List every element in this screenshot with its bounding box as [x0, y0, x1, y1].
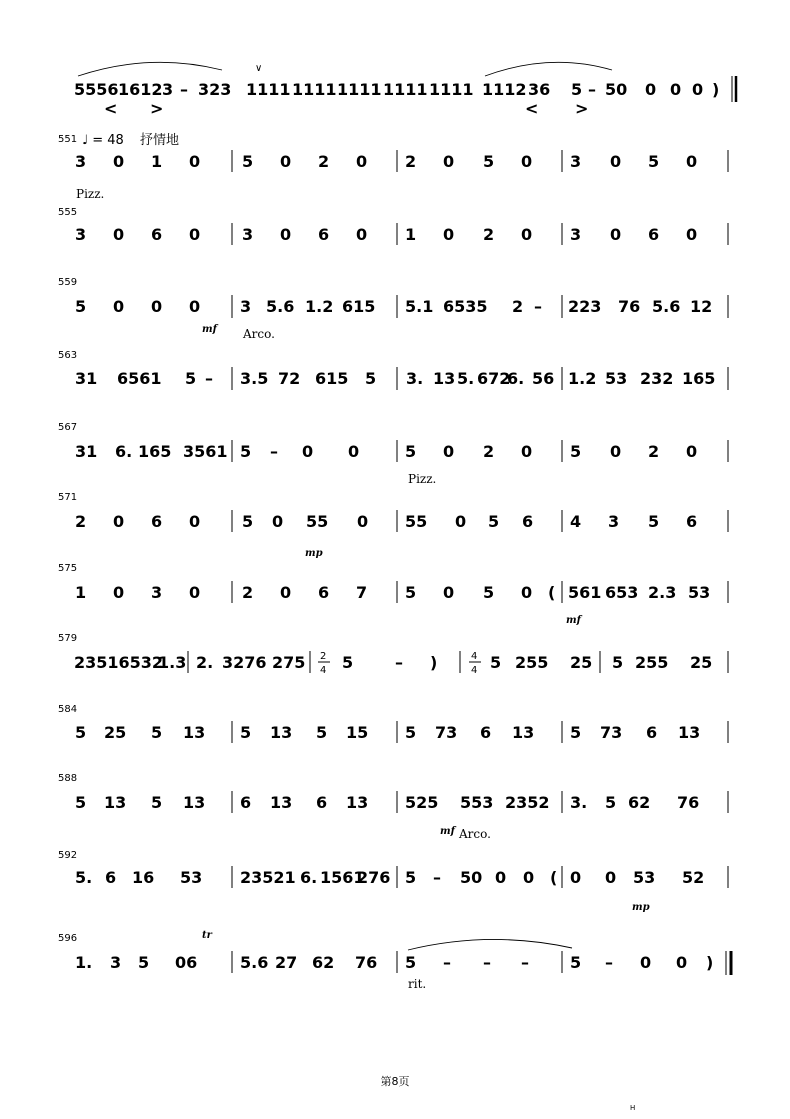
note-group: 13 [270, 793, 293, 812]
note-group: 13 [433, 369, 456, 388]
note-group: 31 [75, 369, 98, 388]
measure-number: 571 [58, 492, 78, 503]
rest: 0 [495, 868, 507, 887]
dash: – [433, 868, 441, 887]
dash: – [270, 442, 278, 461]
rest: 0 [523, 868, 535, 887]
note-group: 1561 [320, 868, 365, 887]
note: 0 [189, 297, 201, 316]
note: 2 [483, 225, 495, 244]
note-group: 323 [198, 80, 232, 99]
tempo-header [58, 132, 179, 148]
dash: – [483, 953, 491, 972]
note: 5 [242, 512, 254, 531]
note: 5 [570, 953, 582, 972]
note: 3 [75, 152, 87, 171]
note-group: 15 [346, 723, 369, 742]
note: 2 [318, 152, 330, 171]
time-signature-bottom: 4 [471, 665, 478, 676]
dynamic-mf: mf [440, 826, 455, 837]
note: 0 [521, 442, 533, 461]
cresc-hairpin: < [104, 99, 118, 118]
note: 2 [242, 583, 254, 602]
system-571 [58, 492, 728, 559]
note: 0 [443, 442, 455, 461]
breath-mark: ∨ [255, 63, 263, 74]
note: 7 [356, 583, 368, 602]
rest: 0 [692, 80, 704, 99]
note: 5 [405, 953, 417, 972]
note: 0 [189, 225, 201, 244]
note: 6. [507, 369, 525, 388]
note-group: 53 [605, 369, 628, 388]
system-579 [58, 633, 728, 676]
note: 5 [75, 793, 87, 812]
note-group: 653 [605, 583, 639, 602]
note-group: 561 [568, 583, 602, 602]
note: 5 [151, 723, 163, 742]
note: 0 [443, 225, 455, 244]
note-group: 5.6 [652, 297, 681, 316]
note-group: 53 [633, 868, 656, 887]
note: 6 [105, 868, 117, 887]
note-group: 165 [138, 442, 172, 461]
system-592 [58, 850, 728, 913]
note: 5 [242, 152, 254, 171]
note-group: 672 [477, 369, 511, 388]
note: 5 [138, 953, 150, 972]
note-group: 13 [512, 723, 535, 742]
measure-number: 559 [58, 277, 78, 288]
note: 5 [483, 583, 495, 602]
note: 6 [318, 583, 330, 602]
note: 3 [570, 225, 582, 244]
note: 5. [75, 868, 93, 887]
bracket: ( [550, 868, 558, 887]
note-group: 62 [628, 793, 651, 812]
note: 5 [405, 583, 417, 602]
rest: 0 [676, 953, 688, 972]
dynamic-mf: mf [202, 324, 217, 335]
note-group: 525 [405, 793, 439, 812]
rest: 0 [670, 80, 682, 99]
note: 5 [240, 442, 252, 461]
note-group: 2.3 [648, 583, 677, 602]
note: 5 [605, 793, 617, 812]
decresc-hairpin: > [150, 99, 164, 118]
note-group: 23516532 [74, 653, 164, 672]
note: 5 [151, 793, 163, 812]
note: 5 [75, 723, 87, 742]
dynamic-mp: mp [632, 902, 650, 913]
note: 1 [75, 583, 87, 602]
note: 0 [686, 152, 698, 171]
measure-number: 575 [58, 563, 78, 574]
note: 0 [189, 512, 201, 531]
note: 0 [455, 512, 467, 531]
note: 5 [488, 512, 500, 531]
note: 5 [240, 723, 252, 742]
note: 0 [189, 583, 201, 602]
note: 1 [151, 152, 163, 171]
note: 6 [480, 723, 492, 742]
cresc-hairpin: < [525, 99, 539, 118]
note-group: 553 [460, 793, 494, 812]
note-group: 5.6 [266, 297, 295, 316]
note: 0 [189, 152, 201, 171]
note-group: 55 [405, 512, 428, 531]
note: 3 [162, 80, 174, 99]
system-596 [58, 930, 731, 991]
note-group: 255 [515, 653, 549, 672]
note: 0 [521, 152, 533, 171]
note: 3 [151, 583, 163, 602]
note-group: 56 [532, 369, 555, 388]
note: 0 [113, 297, 125, 316]
note: 3 [570, 152, 582, 171]
note-group: 1.3 [158, 653, 187, 672]
slur [408, 939, 572, 950]
note: 5 [365, 369, 377, 388]
note-group: 72 [278, 369, 301, 388]
decresc-hairpin: > [575, 99, 589, 118]
note: 0 [443, 583, 455, 602]
rit-marking: rit. [408, 977, 427, 991]
note-group: 1.2 [568, 369, 597, 388]
rest: 0 [605, 868, 617, 887]
note-group: 76 [618, 297, 641, 316]
corner-mark: H [630, 1104, 636, 1112]
note: 2. [196, 653, 214, 672]
note: 5 [648, 512, 660, 531]
tempo-marking: ♩ = 48 [82, 133, 124, 148]
note: 1 [405, 225, 417, 244]
note: 5 [316, 723, 328, 742]
note-group: 1111 [429, 80, 474, 99]
note-group: 13 [678, 723, 701, 742]
note: 5 [490, 653, 502, 672]
note: 2 [512, 297, 524, 316]
bracket: ) [712, 80, 720, 99]
dash: – [395, 653, 403, 672]
note: 0 [113, 512, 125, 531]
note: 5 [483, 152, 495, 171]
dash: – [443, 953, 451, 972]
note: 6 [522, 512, 534, 531]
note-group: 25 [570, 653, 593, 672]
note-group: 5.1 [405, 297, 434, 316]
note-group: 13 [270, 723, 293, 742]
note: 3. [570, 793, 588, 812]
note-group: 275 [272, 653, 306, 672]
slur [78, 62, 222, 76]
measure-number: 584 [58, 704, 78, 715]
note: 0 [521, 225, 533, 244]
note: 6 [318, 225, 330, 244]
bracket: ) [706, 953, 714, 972]
measure-number: 555 [58, 207, 78, 218]
note-group: 1111 [246, 80, 291, 99]
note: 0 [443, 152, 455, 171]
note-group: 50 [460, 868, 483, 887]
rest: 0 [348, 442, 360, 461]
arco-marking: Arco. [459, 827, 491, 841]
note-group: 615 [315, 369, 349, 388]
dash: – [205, 369, 213, 388]
dash: – [605, 953, 613, 972]
trill-mark: tr [202, 930, 212, 941]
dash: – [521, 953, 529, 972]
note-group: 276 [357, 868, 391, 887]
system-551 [75, 150, 728, 201]
expression-marking: 抒情地 [140, 133, 180, 148]
arco-marking: Arco. [243, 327, 275, 341]
note: 0 [113, 152, 125, 171]
rest: 0 [645, 80, 657, 99]
time-signature-top: 2 [320, 651, 327, 662]
system-559 [58, 277, 728, 341]
note-group: 13 [183, 793, 206, 812]
note-group: 1111 [383, 80, 428, 99]
note: 6. [300, 868, 318, 887]
note-group: 223 [568, 297, 602, 316]
system-1 [74, 62, 736, 118]
note-group: 1111 [337, 80, 382, 99]
note: 6 [151, 225, 163, 244]
note: 3 [608, 512, 620, 531]
note-group: 76 [355, 953, 378, 972]
note-group: 31 [75, 442, 98, 461]
note: 5 [570, 442, 582, 461]
time-signature-bottom: 4 [320, 665, 327, 676]
note: 6 [316, 793, 328, 812]
note: 3 [240, 297, 252, 316]
system-588 [58, 773, 728, 841]
dash: – [534, 297, 542, 316]
note-group: 165 [682, 369, 716, 388]
note: 6. [115, 442, 133, 461]
note-group: 5.6 [240, 953, 269, 972]
note-group: 76 [677, 793, 700, 812]
note: 0 [610, 442, 622, 461]
note: 0 [280, 583, 292, 602]
note-group: 255 [635, 653, 669, 672]
note-group: 53 [180, 868, 203, 887]
note-group: 2352 [505, 793, 550, 812]
note: 2 [648, 442, 660, 461]
note: 0 [113, 225, 125, 244]
note-group: 16 [132, 868, 155, 887]
measure-number: 563 [58, 350, 78, 361]
note-group: 3276 [222, 653, 267, 672]
note-group: 53 [688, 583, 711, 602]
note: 5 [648, 152, 660, 171]
note-group: 5556 [74, 80, 119, 99]
note: 0 [272, 512, 284, 531]
note-group: 1112 [482, 80, 527, 99]
dynamic-mf: mf [566, 615, 581, 626]
note-group: 36 [528, 80, 551, 99]
rest: 0 [640, 953, 652, 972]
note-group: 13 [104, 793, 127, 812]
note-group: 1612 [118, 80, 163, 99]
measure-number: 592 [58, 850, 78, 861]
note: 0 [686, 225, 698, 244]
measure-number: 579 [58, 633, 78, 644]
note-group: 3561 [183, 442, 228, 461]
note-group: 13 [346, 793, 369, 812]
note-group: 52 [682, 868, 705, 887]
note: 3. [406, 369, 424, 388]
bracket: ) [430, 653, 438, 672]
note-group: 50 [605, 80, 628, 99]
time-signature-top: 4 [471, 651, 478, 662]
note-group: 62 [312, 953, 335, 972]
note: 5 [612, 653, 624, 672]
note: 5 [405, 868, 417, 887]
note-group: 73 [600, 723, 623, 742]
dynamic-mp: mp [305, 548, 323, 559]
pizz-marking: Pizz. [76, 187, 105, 201]
note: 3 [242, 225, 254, 244]
note: 0 [151, 297, 163, 316]
note: 0 [280, 152, 292, 171]
note: 0 [356, 225, 368, 244]
note: 1. [75, 953, 93, 972]
note-group: 55 [306, 512, 329, 531]
note: 6 [686, 512, 698, 531]
note-group: 06 [175, 953, 198, 972]
rest: 0 [570, 868, 582, 887]
note: 5 [405, 723, 417, 742]
system-563 [58, 350, 728, 390]
note: 0 [280, 225, 292, 244]
note-group: 1111 [292, 80, 337, 99]
system-555 [58, 207, 728, 245]
note-group: 27 [275, 953, 298, 972]
note: 2 [75, 512, 87, 531]
note: 5 [75, 297, 87, 316]
note: 4 [570, 512, 582, 531]
measure-number: 588 [58, 773, 78, 784]
note: 0 [610, 152, 622, 171]
note: 3 [110, 953, 122, 972]
system-567 [58, 422, 728, 486]
pizz-marking: Pizz. [408, 472, 437, 486]
note: 6 [648, 225, 660, 244]
rest: 0 [302, 442, 314, 461]
note-group: 12 [690, 297, 713, 316]
note-group: 23521 [240, 868, 296, 887]
note: 5. [457, 369, 475, 388]
note-group: 73 [435, 723, 458, 742]
note-group: 25 [690, 653, 713, 672]
note: 5 [405, 442, 417, 461]
note-group: 25 [104, 723, 127, 742]
dash: – [180, 80, 188, 99]
page-number: 第8页 [380, 1075, 410, 1088]
system-584 [58, 704, 728, 743]
note: 5 [342, 653, 354, 672]
note-group: 6535 [443, 297, 488, 316]
note: 0 [521, 583, 533, 602]
note: 2 [483, 442, 495, 461]
slur [485, 62, 612, 76]
note: 6 [151, 512, 163, 531]
note: 2 [405, 152, 417, 171]
note-group: 1.2 [305, 297, 334, 316]
dash: – [588, 80, 596, 99]
note-group: 3.5 [240, 369, 269, 388]
note: 3 [75, 225, 87, 244]
note-group: 13 [183, 723, 206, 742]
system-575 [58, 563, 728, 626]
note: 5 [570, 723, 582, 742]
note-group: 6561 [117, 369, 162, 388]
note-group: 232 [640, 369, 674, 388]
note: 0 [686, 442, 698, 461]
measure-number: 567 [58, 422, 78, 433]
note: 6 [240, 793, 252, 812]
note: 0 [357, 512, 369, 531]
measure-number: 596 [58, 933, 78, 944]
note: 5 [185, 369, 197, 388]
measure-number: 551 [58, 134, 78, 145]
note: 6 [646, 723, 658, 742]
note: 0 [356, 152, 368, 171]
note: 0 [113, 583, 125, 602]
note-group: 615 [342, 297, 376, 316]
bracket: ( [548, 583, 556, 602]
note: 5 [571, 80, 583, 99]
note: 0 [610, 225, 622, 244]
